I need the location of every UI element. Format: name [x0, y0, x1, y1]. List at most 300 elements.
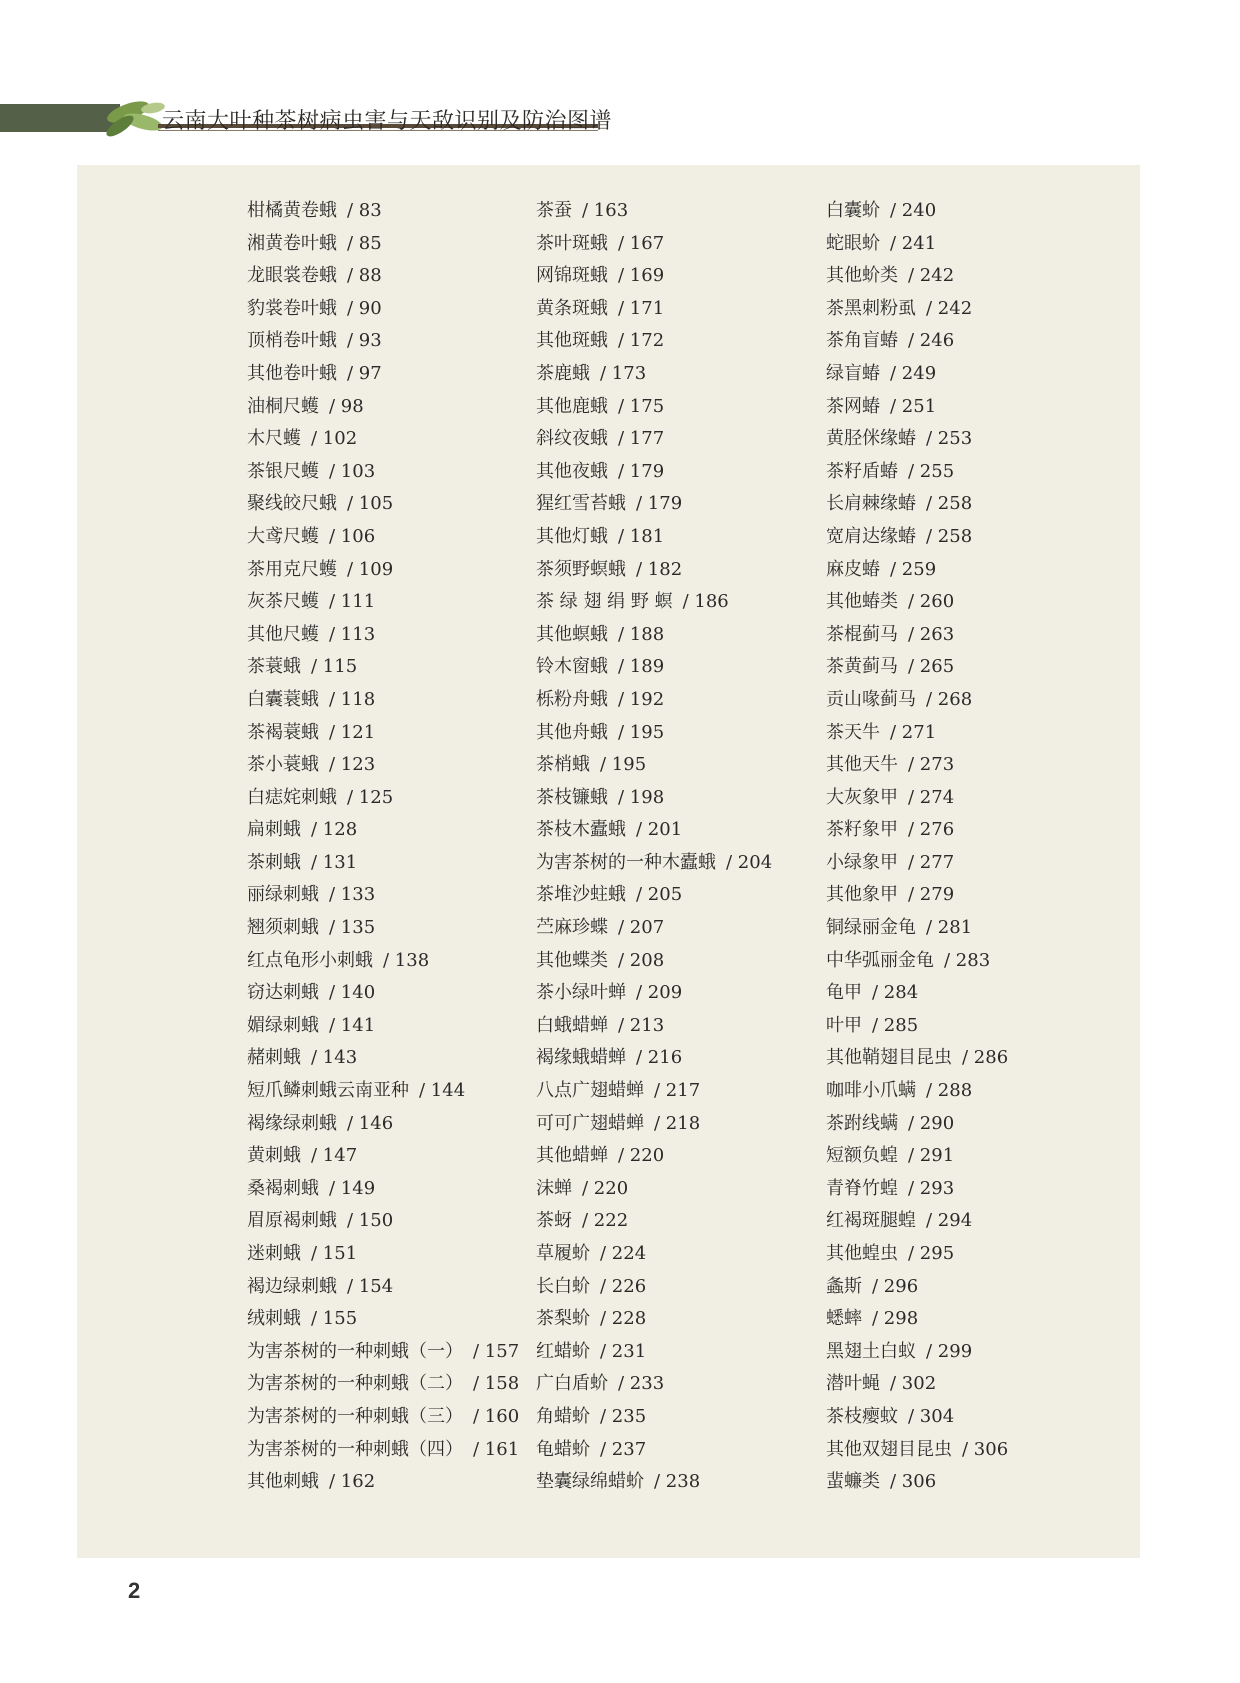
- toc-entry[interactable]: [826, 1173, 1106, 1206]
- toc-entry[interactable]: [826, 1271, 1106, 1304]
- page-number: 2: [128, 1578, 141, 1603]
- toc-entry-title: 潜叶蝇: [826, 1373, 880, 1395]
- toc-entry[interactable]: [826, 912, 1106, 945]
- toc-entry-page: / 207: [618, 917, 665, 939]
- toc-entry[interactable]: [247, 1271, 527, 1304]
- toc-entry-page: / 271: [890, 721, 937, 743]
- toc-entry[interactable]: [826, 879, 1106, 912]
- toc-entry-page: / 288: [926, 1080, 973, 1102]
- toc-entry-page: / 249: [890, 362, 937, 384]
- toc-entry[interactable]: [826, 749, 1106, 782]
- toc-entry[interactable]: [536, 847, 816, 880]
- toc-entry[interactable]: [247, 945, 527, 978]
- toc-entry-title: 茶叶斑蛾: [536, 232, 608, 254]
- toc-entry-title: 为害茶树的一种刺蛾（一）: [247, 1340, 463, 1362]
- toc-entry-title: 褐缘蛾蜡蝉: [536, 1047, 626, 1069]
- toc-entry-title: 其他尺蠖: [247, 623, 319, 645]
- toc-entry[interactable]: [247, 293, 527, 326]
- toc-entry[interactable]: [536, 293, 816, 326]
- toc-entry[interactable]: [247, 879, 527, 912]
- toc-entry-page: / 213: [618, 1014, 665, 1036]
- toc-entry-title: 蜚蠊类: [826, 1471, 880, 1493]
- toc-entry-title: 黄胫侎缘蝽: [826, 428, 916, 450]
- toc-entry[interactable]: [826, 488, 1106, 521]
- toc-entry[interactable]: [247, 651, 527, 684]
- toc-entry[interactable]: [826, 1303, 1106, 1336]
- toc-entry-page: / 222: [582, 1210, 629, 1232]
- toc-entry-title: 茶小绿叶蝉: [536, 982, 626, 1004]
- toc-entry-title: 茶蓑蛾: [247, 656, 301, 678]
- toc-entry[interactable]: [826, 1205, 1106, 1238]
- toc-entry-page: / 88: [347, 265, 382, 287]
- toc-entry-page: / 286: [962, 1047, 1009, 1069]
- toc-entry-page: / 160: [473, 1405, 520, 1427]
- toc-entry-title: 其他双翅目昆虫: [826, 1438, 952, 1460]
- toc-entry[interactable]: [536, 1238, 816, 1271]
- toc-entry-title: 中华弧丽金龟: [826, 949, 934, 971]
- toc-entry-page: / 157: [473, 1340, 520, 1362]
- toc-entry-title: 白囊蓑蛾: [247, 688, 319, 710]
- toc-entry[interactable]: [536, 1140, 816, 1173]
- toc-entry-page: / 195: [600, 754, 647, 776]
- toc-entry[interactable]: [247, 749, 527, 782]
- toc-entry-page: / 146: [347, 1112, 394, 1134]
- toc-entry-page: / 144: [419, 1080, 466, 1102]
- toc-entry-page: / 306: [890, 1471, 937, 1493]
- toc-entry-title: 顶梢卷叶蛾: [247, 330, 337, 352]
- toc-entry[interactable]: [247, 1336, 527, 1369]
- toc-entry-page: / 298: [872, 1308, 919, 1330]
- toc-entry-title: 网锦斑蛾: [536, 265, 608, 287]
- toc-entry-page: / 192: [618, 688, 665, 710]
- toc-entry[interactable]: [536, 977, 816, 1010]
- toc-entry-page: / 302: [890, 1373, 937, 1395]
- toc-entry[interactable]: [826, 358, 1106, 391]
- toc-entry-page: / 217: [654, 1080, 701, 1102]
- toc-entry-page: / 188: [618, 623, 665, 645]
- toc-entry[interactable]: [247, 814, 527, 847]
- toc-entry[interactable]: [247, 977, 527, 1010]
- toc-entry[interactable]: [826, 1336, 1106, 1369]
- toc-entry[interactable]: [826, 1401, 1106, 1434]
- toc-entry-title: 沫蝉: [536, 1177, 572, 1199]
- toc-entry-page: / 224: [600, 1243, 647, 1264]
- toc-entry[interactable]: [247, 1075, 527, 1108]
- toc-entry-page: / 294: [926, 1210, 973, 1232]
- toc-entry-page: / 140: [329, 982, 376, 1004]
- toc-entry-title: 茶银尺蠖: [247, 460, 319, 482]
- toc-entry-title: 茶蚜: [536, 1210, 572, 1232]
- toc-entry[interactable]: [826, 1140, 1106, 1173]
- toc-entry-title: 聚线皎尺蛾: [247, 493, 337, 515]
- toc-entry[interactable]: [826, 423, 1106, 456]
- toc-entry-title: 茶籽象甲: [826, 819, 898, 841]
- toc-entry[interactable]: [247, 1238, 527, 1271]
- toc-entry-page: / 121: [329, 721, 376, 743]
- toc-entry-page: / 205: [636, 884, 683, 906]
- toc-entry-page: / 260: [908, 591, 955, 613]
- toc-entry-page: / 172: [618, 330, 665, 352]
- toc-entry-page: / 242: [926, 297, 973, 319]
- toc-entry-title: 茶网蝽: [826, 395, 880, 417]
- toc-entry-page: / 268: [926, 688, 973, 710]
- toc-entry[interactable]: [536, 1336, 816, 1369]
- toc-entry-title: 茶用克尺蠖: [247, 558, 337, 580]
- toc-entry-title: 柑橘黄卷蛾: [247, 200, 337, 221]
- toc-entry[interactable]: [247, 1108, 527, 1141]
- toc-entry[interactable]: [826, 228, 1106, 261]
- toc-entry[interactable]: [247, 717, 527, 750]
- toc-entry[interactable]: [536, 391, 816, 424]
- toc-entry[interactable]: [536, 945, 816, 978]
- toc-entry-title: 油桐尺蠖: [247, 395, 319, 417]
- toc-entry-title: 褐边绿刺蛾: [247, 1275, 337, 1297]
- toc-entry[interactable]: [826, 717, 1106, 750]
- toc-entry-title: 为害茶树的一种刺蛾（三）: [247, 1405, 463, 1427]
- toc-entry-page: / 141: [329, 1014, 376, 1036]
- toc-entry-page: / 167: [618, 232, 665, 254]
- toc-entry-title: 八点广翅蜡蝉: [536, 1080, 644, 1102]
- toc-entry-page: / 177: [618, 428, 665, 450]
- toc-entry[interactable]: [826, 1075, 1106, 1108]
- toc-entry[interactable]: [536, 325, 816, 358]
- toc-entry-title: 大鸢尺蠖: [247, 525, 319, 547]
- toc-entry-page: / 162: [329, 1471, 376, 1493]
- toc-entry-page: / 293: [908, 1177, 955, 1199]
- toc-entry-title: 角蜡蚧: [536, 1405, 590, 1427]
- toc-entry-title: 蛇眼蚧: [826, 232, 880, 254]
- toc-entry[interactable]: [536, 586, 816, 619]
- toc-entry-title: 茶梨蚧: [536, 1308, 590, 1330]
- toc-entry-page: / 186: [682, 591, 729, 613]
- toc-entry-title: 螽斯: [826, 1275, 862, 1297]
- toc-entry-title: 栎粉舟蛾: [536, 688, 608, 710]
- toc-entry-page: / 235: [600, 1405, 647, 1427]
- toc-entry-page: / 253: [926, 428, 973, 450]
- toc-entry-page: / 265: [908, 656, 955, 678]
- toc-entry[interactable]: [247, 847, 527, 880]
- toc-entry[interactable]: [536, 423, 816, 456]
- toc-entry-title: 绿盲蝽: [826, 362, 880, 384]
- toc-entry-page: / 195: [618, 721, 665, 743]
- toc-entry-title: 为害茶树的一种刺蛾（二）: [247, 1373, 463, 1395]
- toc-entry-page: / 279: [908, 884, 955, 906]
- toc-entry-page: / 228: [600, 1308, 647, 1330]
- toc-entry[interactable]: [536, 1108, 816, 1141]
- toc-entry-title: 青脊竹蝗: [826, 1177, 898, 1199]
- contents-column-1: [247, 195, 527, 1499]
- toc-entry[interactable]: [826, 945, 1106, 978]
- toc-entry-page: / 296: [872, 1275, 919, 1297]
- toc-entry-page: / 138: [383, 949, 430, 971]
- toc-entry[interactable]: [536, 228, 816, 261]
- toc-entry-title: 小绿象甲: [826, 851, 898, 873]
- toc-entry[interactable]: [536, 358, 816, 391]
- toc-entry-title: 豹裳卷叶蛾: [247, 297, 337, 319]
- toc-entry[interactable]: [826, 391, 1106, 424]
- toc-entry-page: / 179: [636, 493, 683, 515]
- toc-entry[interactable]: [247, 423, 527, 456]
- toc-entry-page: / 284: [872, 982, 919, 1004]
- toc-entry[interactable]: [536, 782, 816, 815]
- toc-entry-page: / 240: [890, 200, 937, 221]
- toc-entry-page: / 189: [618, 656, 665, 678]
- toc-entry-page: / 123: [329, 754, 376, 776]
- toc-entry-title: 贡山喙蓟马: [826, 688, 916, 710]
- toc-entry[interactable]: [247, 391, 527, 424]
- toc-entry-title: 茶梢蛾: [536, 754, 590, 776]
- toc-entry-page: / 209: [636, 982, 683, 1004]
- toc-entry[interactable]: [247, 619, 527, 652]
- toc-entry-page: / 251: [890, 395, 937, 417]
- toc-entry-title: 白蛾蜡蝉: [536, 1014, 608, 1036]
- toc-entry-page: / 237: [600, 1438, 647, 1460]
- toc-entry-title: 丽绿刺蛾: [247, 884, 319, 906]
- toc-entry[interactable]: [536, 1271, 816, 1304]
- toc-entry[interactable]: [536, 717, 816, 750]
- toc-entry-title: 茶蚕: [536, 200, 572, 221]
- toc-entry-page: / 220: [618, 1145, 665, 1167]
- toc-entry-title: 其他刺蛾: [247, 1471, 319, 1493]
- toc-entry-title: 其他蝽类: [826, 591, 898, 613]
- toc-entry-page: / 169: [618, 265, 665, 287]
- toc-entry-title: 长肩棘缘蝽: [826, 493, 916, 515]
- toc-entry-page: / 106: [329, 525, 376, 547]
- toc-entry-title: 绒刺蛾: [247, 1308, 301, 1330]
- toc-entry-page: / 98: [329, 395, 364, 417]
- toc-entry[interactable]: [536, 619, 816, 652]
- toc-entry[interactable]: [247, 1368, 527, 1401]
- toc-entry[interactable]: [826, 651, 1106, 684]
- toc-entry-title: 褐缘绿刺蛾: [247, 1112, 337, 1134]
- toc-entry[interactable]: [247, 586, 527, 619]
- toc-entry-title: 茶 绿 翅 绢 野 螟: [536, 591, 673, 613]
- toc-entry-page: / 299: [926, 1340, 973, 1362]
- toc-entry[interactable]: [247, 1401, 527, 1434]
- toc-entry-page: / 273: [908, 754, 955, 776]
- toc-entry[interactable]: [536, 1205, 816, 1238]
- toc-entry-title: 黑翅土白蚁: [826, 1340, 916, 1362]
- toc-entry[interactable]: [247, 358, 527, 391]
- toc-entry-title: 其他天牛: [826, 754, 898, 776]
- toc-entry-title: 红蜡蚧: [536, 1340, 590, 1362]
- toc-entry-title: 白囊蚧: [826, 200, 880, 221]
- toc-entry-title: 茶天牛: [826, 721, 880, 743]
- toc-entry-title: 红褐斑腿蝗: [826, 1210, 916, 1232]
- toc-entry[interactable]: [826, 456, 1106, 489]
- toc-entry[interactable]: [826, 260, 1106, 293]
- toc-entry-title: 眉原褐刺蛾: [247, 1210, 337, 1232]
- toc-entry-page: / 118: [329, 688, 376, 710]
- toc-entry[interactable]: [826, 847, 1106, 880]
- toc-entry-page: / 163: [582, 200, 629, 221]
- toc-entry-title: 可可广翅蜡蝉: [536, 1112, 644, 1134]
- toc-entry-page: / 216: [636, 1047, 683, 1069]
- toc-entry-title: 翘须刺蛾: [247, 917, 319, 939]
- toc-entry-page: / 85: [347, 232, 382, 254]
- toc-entry[interactable]: [536, 1368, 816, 1401]
- toc-entry-page: / 277: [908, 851, 955, 873]
- toc-entry-page: / 304: [908, 1405, 955, 1427]
- toc-entry-title: 为害茶树的一种木蠹蛾: [536, 851, 716, 873]
- toc-entry[interactable]: [536, 195, 816, 228]
- toc-entry[interactable]: [536, 1010, 816, 1043]
- toc-entry[interactable]: [247, 521, 527, 554]
- toc-entry-title: 其他卷叶蛾: [247, 362, 337, 384]
- toc-entry[interactable]: [536, 814, 816, 847]
- toc-entry[interactable]: [826, 782, 1106, 815]
- toc-entry[interactable]: [247, 195, 527, 228]
- toc-entry-page: / 198: [618, 786, 665, 808]
- toc-entry-title: 猩红雪苔蛾: [536, 493, 626, 515]
- toc-entry-title: 茶枝镰蛾: [536, 786, 608, 808]
- toc-entry[interactable]: [247, 325, 527, 358]
- toc-entry[interactable]: [826, 814, 1106, 847]
- toc-entry-title: 茶枝木蠹蛾: [536, 819, 626, 841]
- toc-entry-title: 茶棍蓟马: [826, 623, 898, 645]
- toc-entry-title: 其他螟蛾: [536, 623, 608, 645]
- toc-entry[interactable]: [247, 1173, 527, 1206]
- toc-entry[interactable]: [536, 1401, 816, 1434]
- toc-entry-title: 宽肩达缘蝽: [826, 525, 916, 547]
- toc-entry-page: / 158: [473, 1373, 520, 1395]
- toc-entry[interactable]: [536, 1173, 816, 1206]
- toc-entry-title: 白痣姹刺蛾: [247, 786, 337, 808]
- toc-entry[interactable]: [826, 977, 1106, 1010]
- toc-entry[interactable]: [247, 488, 527, 521]
- toc-entry[interactable]: [536, 1434, 816, 1467]
- toc-entry-page: / 83: [347, 200, 382, 221]
- toc-entry[interactable]: [826, 325, 1106, 358]
- toc-entry[interactable]: [247, 1303, 527, 1336]
- toc-entry-title: 其他蚧类: [826, 265, 898, 287]
- toc-entry-page: / 115: [311, 656, 358, 678]
- toc-entry-title: 湘黄卷叶蛾: [247, 232, 337, 254]
- toc-entry[interactable]: [536, 488, 816, 521]
- toc-entry-title: 广白盾蚧: [536, 1373, 608, 1395]
- toc-entry[interactable]: [536, 260, 816, 293]
- book-title: 云南大叶种茶树病虫害与天敌识别及防治图谱: [162, 109, 613, 134]
- contents-column-3: [826, 195, 1106, 1499]
- toc-entry-page: / 125: [347, 786, 394, 808]
- toc-entry[interactable]: [247, 1205, 527, 1238]
- toc-entry-title: 其他蝗虫: [826, 1243, 898, 1264]
- toc-entry-title: 茶须野螟蛾: [536, 558, 626, 580]
- toc-entry[interactable]: [826, 684, 1106, 717]
- toc-entry[interactable]: [536, 879, 816, 912]
- toc-entry[interactable]: [826, 521, 1106, 554]
- toc-entry[interactable]: [536, 1075, 816, 1108]
- toc-entry-title: 其他舟蛾: [536, 721, 608, 743]
- toc-entry-title: 草履蚧: [536, 1243, 590, 1264]
- toc-entry-page: / 242: [908, 265, 955, 287]
- toc-entry[interactable]: [826, 1368, 1106, 1401]
- toc-entry-page: / 283: [944, 949, 991, 971]
- toc-entry-title: 茶角盲蝽: [826, 330, 898, 352]
- toc-entry-page: / 102: [311, 428, 358, 450]
- toc-entry-page: / 220: [582, 1177, 629, 1199]
- toc-entry[interactable]: [247, 912, 527, 945]
- toc-entry-page: / 201: [636, 819, 683, 841]
- toc-entry[interactable]: [536, 651, 816, 684]
- toc-entry[interactable]: [826, 1108, 1106, 1141]
- toc-entry[interactable]: [826, 1434, 1106, 1467]
- toc-entry[interactable]: [536, 1042, 816, 1075]
- toc-entry-page: / 258: [926, 525, 973, 547]
- toc-entry-title: 媚绿刺蛾: [247, 1014, 319, 1036]
- toc-entry[interactable]: [826, 554, 1106, 587]
- toc-entry-page: / 204: [726, 851, 773, 873]
- toc-entry[interactable]: [247, 684, 527, 717]
- toc-entry[interactable]: [536, 1303, 816, 1336]
- toc-entry-title: 红点龟形小刺蛾: [247, 949, 373, 971]
- toc-entry[interactable]: [247, 456, 527, 489]
- toc-entry-page: / 128: [311, 819, 358, 841]
- toc-entry[interactable]: [247, 228, 527, 261]
- toc-entry-title: 茶枝瘿蚊: [826, 1405, 898, 1427]
- toc-entry[interactable]: [247, 1434, 527, 1467]
- toc-entry[interactable]: [247, 1466, 527, 1499]
- toc-entry-page: / 151: [311, 1243, 358, 1264]
- toc-entry[interactable]: [826, 195, 1106, 228]
- toc-entry-title: 龙眼裳卷蛾: [247, 265, 337, 287]
- toc-entry[interactable]: [247, 260, 527, 293]
- toc-entry-page: / 109: [347, 558, 394, 580]
- toc-entry[interactable]: [536, 521, 816, 554]
- toc-entry[interactable]: [247, 1140, 527, 1173]
- toc-entry[interactable]: [536, 912, 816, 945]
- toc-entry-page: / 171: [618, 297, 665, 319]
- toc-entry-page: / 161: [473, 1438, 520, 1460]
- toc-entry-page: / 233: [618, 1373, 665, 1395]
- toc-entry[interactable]: [536, 684, 816, 717]
- toc-entry-title: 黄刺蛾: [247, 1145, 301, 1167]
- toc-entry[interactable]: [536, 554, 816, 587]
- toc-entry-page: / 241: [890, 232, 937, 254]
- toc-entry-title: 茶籽盾蝽: [826, 460, 898, 482]
- toc-entry[interactable]: [826, 293, 1106, 326]
- toc-entry[interactable]: [826, 1042, 1106, 1075]
- toc-entry-title: 其他夜蛾: [536, 460, 608, 482]
- toc-entry[interactable]: [826, 1010, 1106, 1043]
- toc-entry[interactable]: [826, 586, 1106, 619]
- toc-entry-title: 其他鞘翅目昆虫: [826, 1047, 952, 1069]
- toc-entry[interactable]: [536, 1466, 816, 1499]
- toc-entry[interactable]: [247, 1042, 527, 1075]
- toc-entry[interactable]: [826, 619, 1106, 652]
- toc-entry-page: / 295: [908, 1243, 955, 1264]
- toc-entry-page: / 255: [908, 460, 955, 482]
- toc-entry[interactable]: [536, 749, 816, 782]
- toc-entry-title: 龟蜡蚧: [536, 1438, 590, 1460]
- toc-entry-page: / 179: [618, 460, 665, 482]
- toc-entry[interactable]: [247, 782, 527, 815]
- toc-entry[interactable]: [247, 1010, 527, 1043]
- toc-entry-title: 垫囊绿绵蜡蚧: [536, 1471, 644, 1493]
- toc-entry[interactable]: [247, 554, 527, 587]
- toc-entry-title: 其他象甲: [826, 884, 898, 906]
- toc-entry-page: / 147: [311, 1145, 358, 1167]
- toc-entry-page: / 246: [908, 330, 955, 352]
- toc-entry-page: / 155: [311, 1308, 358, 1330]
- toc-entry[interactable]: [826, 1238, 1106, 1271]
- toc-entry-page: / 258: [926, 493, 973, 515]
- toc-entry[interactable]: [536, 456, 816, 489]
- toc-entry[interactable]: [826, 1466, 1106, 1499]
- toc-entry-title: 茶堆沙蛀蛾: [536, 884, 626, 906]
- toc-entry-page: / 238: [654, 1471, 701, 1493]
- toc-entry-title: 铜绿丽金龟: [826, 917, 916, 939]
